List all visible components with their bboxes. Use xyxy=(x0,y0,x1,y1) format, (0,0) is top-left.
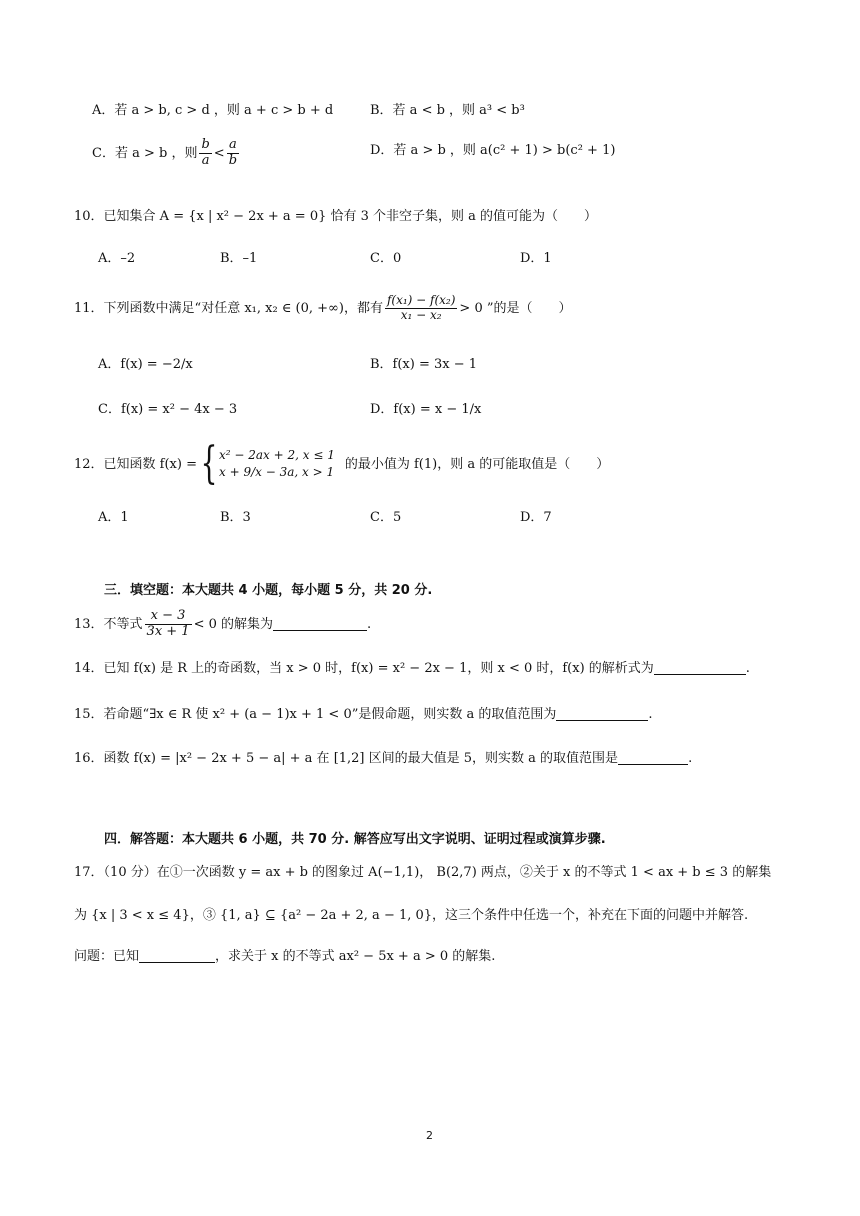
q12-stem-pre: 12．已知函数 f(x) = xyxy=(74,456,197,472)
q15-end: . xyxy=(648,707,653,722)
q13-answer-blank[interactable] xyxy=(273,618,367,631)
q16-end: . xyxy=(688,751,693,766)
q13-fraction xyxy=(145,609,192,640)
q14-end: . xyxy=(745,661,750,676)
q15 xyxy=(74,708,653,721)
q13-post: < 0 的解集为 xyxy=(193,616,274,632)
q10-option-b: B．–1 xyxy=(220,251,258,266)
q17-line-3 xyxy=(74,950,495,963)
q11-frac-num: f(x₁) − f(x₂) xyxy=(386,292,456,307)
q17-line-3-pre: 问题：已知 xyxy=(74,949,140,964)
q17-line-3-post: ，求关于 x 的不等式 ax² − 5x + a > 0 的解集. xyxy=(215,949,496,964)
section-3-heading: 三．填空题：本大题共 4 小题，每小题 5 分，共 20 分. xyxy=(104,583,433,598)
q14-answer-blank[interactable] xyxy=(654,662,746,675)
q12-case-2: x + 9/x − 3a, x > 1 xyxy=(219,465,335,479)
q12-option-c: C．5 xyxy=(370,510,402,525)
q11-stem-post: > 0 ”的是（ ） xyxy=(459,300,572,316)
q14 xyxy=(74,662,750,675)
q9-option-c-frac-right: $\frac{a}{b}$ xyxy=(228,136,238,168)
q13-frac-den: 3x + 1 xyxy=(146,623,190,639)
q12-brace: { xyxy=(200,438,218,489)
q13-end: . xyxy=(367,616,372,632)
q15-text: 15．若命题“∃x ∈ R 使 x² + (a − 1)x + 1 < 0”是假命题，则实数 a 的取值范围为 xyxy=(74,707,557,722)
q10-stem: 10．已知集合 A = {x | x² − 2x + a = 0} 恰有 3 个非空子集，则 a 的值可能为（ ） xyxy=(74,209,598,224)
q12-option-a: A．1 xyxy=(98,510,129,525)
q11-option-a: A．f(x) = −2/x xyxy=(98,357,193,372)
q12-case-1: x² − 2ax + 2, x ≤ 1 xyxy=(219,448,335,463)
q15-answer-blank[interactable] xyxy=(556,708,648,721)
q14-text: 14．已知 f(x) 是 R 上的奇函数，当 x > 0 时，f(x) = x² − 2x − 1，则 x < 0 时，f(x) 的解析式为 xyxy=(74,661,654,676)
q16 xyxy=(74,752,692,765)
q9-option-b: B．若 a < b ，则 a³ < b³ xyxy=(370,103,525,118)
q10-option-a: A．–2 xyxy=(98,251,136,266)
q16-text: 16．函数 f(x) = |x² − 2x + 5 − a| + a 在 [1,2] 区间的最大值是 5，则实数 a 的取值范围是 xyxy=(74,751,619,766)
q12-stem xyxy=(74,436,609,492)
q13 xyxy=(74,604,371,644)
section-4-heading: 四．解答题：本大题共 6 小题，共 70 分. 解答应写出文字说明、证明过程或演算步骤. xyxy=(104,832,606,847)
q11-stem xyxy=(74,288,572,328)
q9-option-c-label: C．若 a > b ，则 xyxy=(92,145,198,161)
q11-frac-den: x₁ − x₂ xyxy=(400,307,442,322)
q11-stem-pre: 11．下列函数中满足“对任意 x₁, x₂ ∈ (0, +∞)，都有 xyxy=(74,300,383,316)
q17-answer-blank[interactable] xyxy=(139,950,215,963)
q9-option-a: A．若 a > b, c > d ，则 a + c > b + d xyxy=(92,103,334,118)
q16-answer-blank[interactable] xyxy=(618,752,688,765)
q12-option-d: D．7 xyxy=(520,510,552,525)
q10-option-d: D．1 xyxy=(520,251,552,266)
q9-option-d: D．若 a > b ，则 a(c² + 1) > b(c² + 1) xyxy=(370,143,616,158)
q11-option-b: B．f(x) = 3x − 1 xyxy=(370,357,478,372)
q9-option-c: C．若 a > b ，则 $\frac{b}{a}$ < $\frac{a}{b}$ xyxy=(92,136,238,168)
q9-option-c-frac-left: $\frac{b}{a}$ xyxy=(201,136,210,168)
q12-option-b: B．3 xyxy=(220,510,251,525)
q11-option-c: C．f(x) = x² − 4x − 3 xyxy=(98,402,238,417)
q10-option-c: C．0 xyxy=(370,251,402,266)
q11-stem-fraction xyxy=(385,294,457,323)
page-number: 2 xyxy=(426,1129,433,1142)
q11-option-d: D．f(x) = x − 1/x xyxy=(370,402,482,417)
q12-stem-post: 的最小值为 f(1)，则 a 的可能取值是（ ） xyxy=(344,456,610,472)
q12-cases xyxy=(219,447,335,481)
q13-pre: 13．不等式 xyxy=(74,616,143,632)
q13-frac-num: x − 3 xyxy=(145,609,192,625)
q17-line-1: 17．（10 分）在①一次函数 y = ax + b 的图象过 A(−1,1)， B(2,7) 两点，②关于 x 的不等式 1 < ax + b ≤ 3 的解集 xyxy=(74,865,772,880)
q17-line-2: 为 {x | 3 < x ≤ 4}，③ {1, a} ⊆ {a² − 2a + 2, a − 1, 0}，这三个条件中任选一个，补充在下面的问题中并解答. xyxy=(74,908,749,923)
